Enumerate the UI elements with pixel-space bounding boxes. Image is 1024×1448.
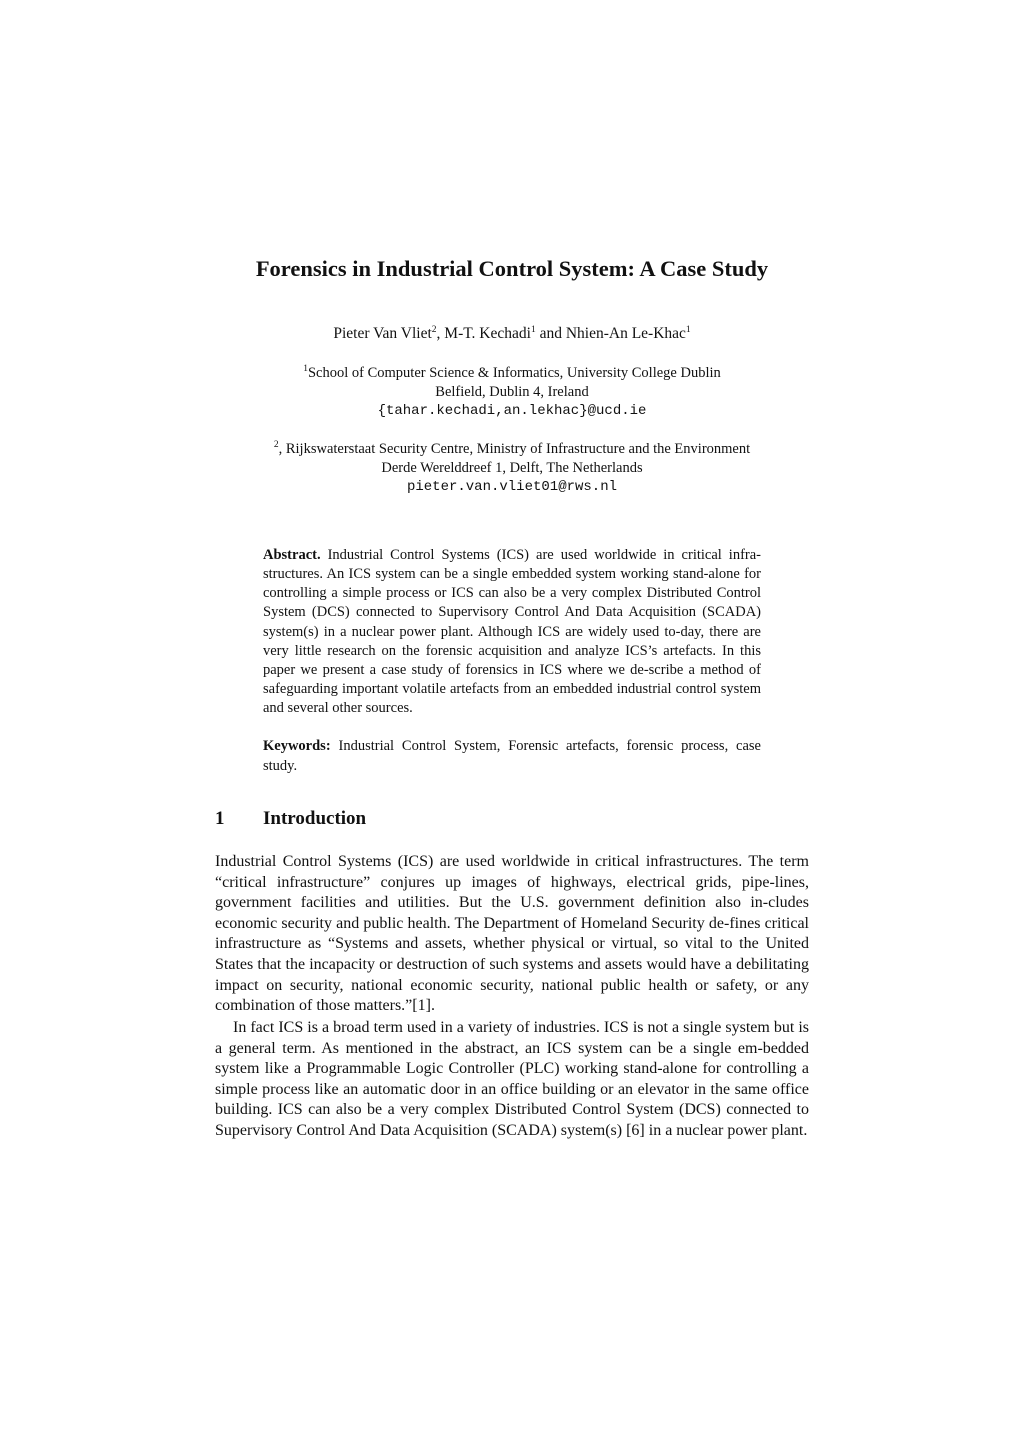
affiliation-line	[0, 440, 1024, 459]
abstract	[263, 546, 761, 718]
affiliation-email: {tahar.kechadi,an.lekhac}@ucd.ie	[377, 403, 647, 419]
affiliation-institution: School of Computer Science & Informatics, University College Dublin	[307, 365, 721, 381]
affiliation-address: Derde Werelddreef 1, Delft, The Netherlands	[381, 460, 643, 476]
affiliation-institution: , Rijkswaterstaat Security Centre, Ministry of Infrastructure and the Environment	[278, 441, 751, 457]
author-separator: and	[535, 325, 566, 342]
affiliation-address: Belfield, Dublin 4, Ireland	[435, 384, 589, 400]
affiliation-mark: 2	[273, 440, 279, 451]
keywords-label: Keywords:	[263, 738, 331, 754]
author-separator: ,	[436, 325, 445, 342]
abstract-text: Industrial Control Systems (ICS) are used worldwide in critical infra-structures. An ICS system can be a single embedded system working stand-alone for controlling a simple process or ICS can also be a very complex Distributed Control System (DCS) connected to Supervisory Control And Data Acquisition (SCADA) system(s) in a nuclear power plant. Although ICS are widely used to-day, there are very little research on the forensic acquisition and analyze ICS’s artefacts. In this paper we present a case study of forensics in ICS where we de-scribe a method of safeguarding important volatile artefacts from an embedded industrial control system and several other sources.	[263, 547, 761, 717]
keywords	[263, 737, 761, 776]
affiliation-rws	[0, 440, 1024, 497]
body-paragraph-1: Industrial Control Systems (ICS) are used worldwide in critical infrastructures. The term “critical infrastructure” conjures up images of highways, electrical grids, pipe-lines, government facilities and utilities. But the U.S. government definition also in-cludes economic security and public health. The Department of Homeland Security de-fines critical infrastructure as “Systems and assets, whether physical or virtual, so vital to the United States that the incapacity or destruction of such systems and assets would have a debilitating impact on security, national economic security, national public health or safety, or any combination of those matters.”[1].	[215, 853, 809, 1015]
abstract-label: Abstract.	[263, 547, 321, 563]
affiliation-email: pieter.van.vliet01@rws.nl	[406, 479, 618, 495]
body-paragraph-2: In fact ICS is a broad term used in a variety of industries. ICS is not a single system but is a general term. As mentioned in the abstract, an ICS system can be a single em-bedded system like a Programmable Logic Controller (PLC) working stand-alone for controlling a simple process like an automatic door in an office building or an elevator in the same office building. ICS can also be a very complex Distributed Control System (DCS) connected to Supervisory Control And Data Acquisition (SCADA) system(s) [6] in a nuclear power plant.	[215, 1019, 809, 1139]
section-title: Introduction	[263, 808, 367, 829]
author-name: Nhien-An Le-Khac	[565, 325, 686, 342]
keywords-text: Industrial Control System, Forensic artefacts, forensic process, case study.	[263, 738, 761, 774]
paper-title: Forensics in Industrial Control System: A Case Study	[255, 256, 769, 281]
section-number: 1	[215, 808, 225, 829]
author-affiliation-mark: 1	[530, 324, 536, 335]
author-name: Pieter Van Vliet	[333, 325, 432, 342]
affiliation-mark: 1	[303, 364, 308, 375]
affiliation-ucd	[0, 364, 1024, 421]
section-heading-introduction	[215, 808, 366, 830]
author-name: M-T. Kechadi	[444, 325, 531, 342]
affiliation-line	[0, 364, 1024, 383]
author-affiliation-mark: 2	[431, 324, 437, 335]
author-affiliation-mark: 1	[685, 324, 691, 335]
author-list	[0, 325, 1024, 343]
